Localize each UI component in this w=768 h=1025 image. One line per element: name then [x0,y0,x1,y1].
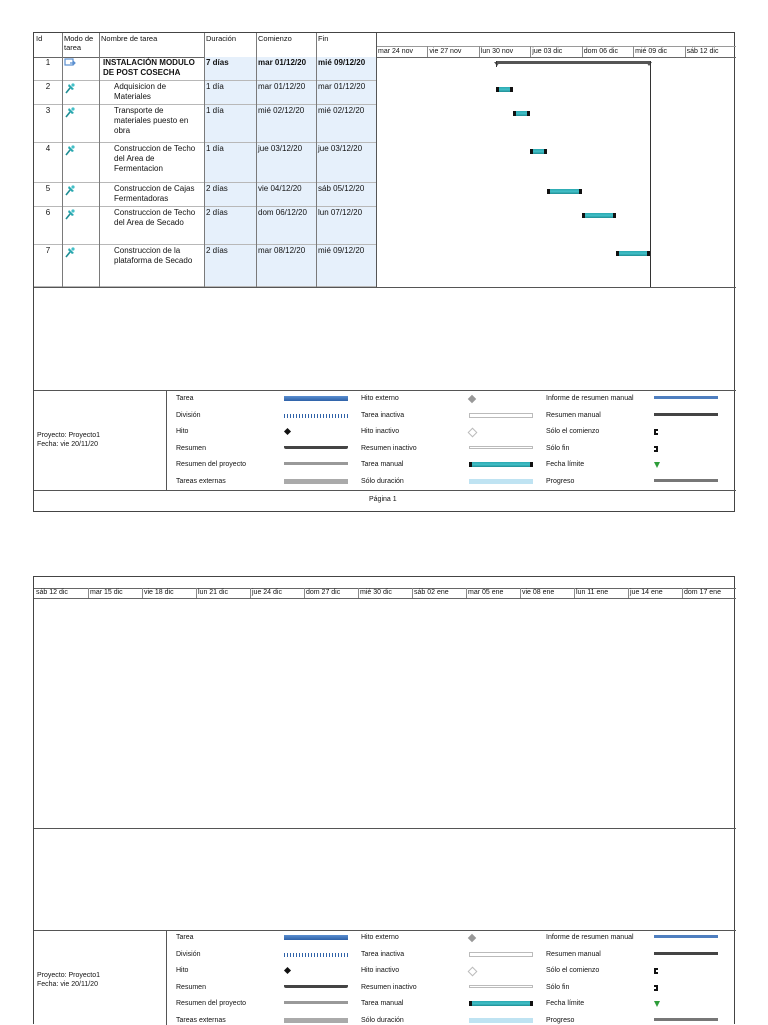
legend-inactive-task [469,413,533,418]
tl1-label: jue 03 dic [532,48,563,55]
task-name: Construccion de Techo del Area de Fermentacion [114,144,196,173]
header-id: Id [36,34,43,43]
header-duration: Duración [206,34,237,43]
legend-manual-task [469,462,533,467]
tl2-label: jue 24 dic [252,589,282,596]
legend-label: Resumen manual [546,950,601,958]
legend-label: Sólo el comienzo [546,967,600,974]
task-id: 2 [45,82,51,91]
header-name: Nombre de tarea [101,34,158,43]
tl2-label: mar 05 ene [468,589,504,596]
legend-manual-summary [654,952,718,955]
tl2-label: mar 15 dic [90,589,123,596]
task-start: jue 03/12/20 [256,143,316,183]
task-start: mar 08/12/20 [256,245,316,287]
task-finish: lun 07/12/20 [316,207,376,245]
legend-label: División [176,411,201,419]
task-name: Construccion de Cajas Fermentadoras [114,184,195,203]
project-name-p2: Proyecto: Proyecto1 [37,972,101,979]
manual-task-bar[interactable] [530,149,547,154]
manual-task-bar[interactable] [513,111,530,116]
legend-deadline-arrow [654,462,660,468]
footer-top-line [34,490,736,491]
legend-progress-bar [654,1018,718,1021]
tl2-tick [628,588,629,598]
task-finish: mié 09/12/20 [316,57,376,81]
manual-pin-icon [64,82,78,94]
task-start: mar 01/12/20 [256,81,316,105]
legend-manual-summary [654,413,718,416]
legend-progress-bar [654,479,718,482]
task-duration: 2 días [204,245,256,287]
tl1-label: dom 06 dic [583,48,618,55]
legend-label: Resumen [176,983,206,991]
legend-project-summary-bar [284,462,348,465]
legend-duration-only [469,1018,533,1023]
task-name: Construccion de Techo del Area de Secado [114,208,196,227]
table-row[interactable] [34,143,376,183]
tl2-tick [250,588,251,598]
legend-label: Sólo duración [361,477,404,485]
legend-label: Tareas externas [176,1016,226,1024]
manual-task-bar[interactable] [547,189,581,194]
chart-bottom-line-p2 [34,828,736,829]
tl2-label: sáb 12 dic [36,589,68,596]
legend-summary-bar [284,985,348,988]
legend-external-milestone [468,395,476,403]
tl2-label: vie 08 ene [522,589,555,596]
legend-label: Tarea [176,395,194,402]
table-row[interactable] [34,183,376,207]
task-name: Transporte de materiales puesto en obra [114,106,189,135]
legend-start-only [654,968,658,974]
tl1-tick [582,46,583,57]
legend-label: Informe de resumen manual [546,934,634,941]
tl1-label: vie 27 nov [429,48,462,55]
tl2-label: sáb 02 ene [414,589,449,596]
task-finish: mar 01/12/20 [316,81,376,105]
task-duration: 1 día [204,105,256,143]
header-finish: Fin [318,34,329,43]
task-start: mar 01/12/20 [256,57,316,81]
legend-manual-task [469,1001,533,1006]
task-duration: 1 día [204,143,256,183]
legend-label: Resumen inactivo [361,444,417,452]
manual-pin-icon [64,246,78,258]
legend-project-summary-bar [284,1001,348,1004]
manual-pin-icon [64,208,78,220]
project-name: Proyecto: Proyecto1 [37,432,101,439]
task-name: Adquisicion de Materiales [114,82,167,101]
tl2-label: jue 14 ene [630,589,663,596]
task-duration: 1 día [204,81,256,105]
legend-label: Sólo fin [546,444,570,452]
legend-task-bar [284,935,348,940]
summary-start-line [496,61,497,67]
tl2-tick [682,588,683,598]
manual-task-bar[interactable] [582,213,616,218]
task-duration: 7 días [204,57,256,81]
task-duration: 2 días [204,207,256,245]
legend-label: Hito externo [361,395,399,402]
legend-inactive-summary [469,985,533,988]
tl2-tick [520,588,521,598]
table-row[interactable] [34,57,376,81]
task-finish: sáb 05/12/20 [316,183,376,207]
legend-label: Hito inactivo [361,967,400,974]
tl1-tick [530,46,531,57]
table-row[interactable] [34,245,376,287]
legend-label: Tarea inactiva [361,411,405,419]
legend-label: Resumen [176,444,206,452]
task-id: 5 [45,184,51,193]
tl2-tick [466,588,467,598]
manual-task-bar[interactable] [496,87,513,92]
legend-inactive-task [469,952,533,957]
legend-external-task-bar [284,1018,348,1023]
legend-finish-only [654,985,658,991]
task-finish: mié 02/12/20 [316,105,376,143]
legend-manual-summary-rollup [654,396,718,399]
legend-label: Resumen manual [546,411,601,419]
task-duration: 2 días [204,183,256,207]
table-row[interactable] [34,105,376,143]
header-start: Comienzo [258,34,292,43]
task-finish: mié 09/12/20 [316,245,376,287]
legend-split-bar [284,953,348,957]
manual-pin-icon [64,144,78,156]
legend-label: Tarea manual [361,1000,404,1007]
legend-label: Progreso [546,477,575,485]
manual-task-bar[interactable] [616,251,650,256]
tl2-label: lun 11 ene [576,589,609,596]
legend-split-bar [284,414,348,418]
task-start: mié 02/12/20 [256,105,316,143]
tl2-label: lun 21 dic [198,589,228,596]
tl2-label: vie 18 dic [144,589,174,596]
tl1-tick [685,46,686,57]
tl1-tick [427,46,428,57]
summary-bar[interactable] [496,61,650,64]
tl2-label: dom 17 ene [684,589,721,596]
legend-manual-summary-rollup [654,935,718,938]
tl2-tick [304,588,305,598]
legend-duration-only [469,479,533,484]
tl1-tick [633,46,634,57]
legend-external-milestone [468,934,476,942]
legend-label: Fecha límite [546,461,585,468]
legend-label: Progreso [546,1016,575,1024]
task-finish: jue 03/12/20 [316,143,376,183]
tl2-label: dom 27 dic [306,589,341,596]
summary-mode-icon [64,58,78,70]
legend-label: División [176,950,201,958]
task-start: vie 04/12/20 [256,183,316,207]
tl2-tick [358,588,359,598]
tl2-tick [196,588,197,598]
legend-label: Tarea [176,934,194,941]
legend-label: Hito inactivo [361,428,400,435]
legend-deadline-arrow [654,1001,660,1007]
task-id: 7 [45,246,51,255]
task-start: dom 06/12/20 [256,207,316,245]
legend-milestone-diamond [284,967,291,974]
legend-label: Fecha límite [546,1000,585,1007]
legend-inactive-milestone [468,967,478,977]
tl1-label: sáb 12 dic [686,48,719,55]
task-id: 3 [45,106,51,115]
legend-label: Hito [176,428,189,435]
legend-external-task-bar [284,479,348,484]
legend-finish-only [654,446,658,452]
table-row[interactable] [34,207,376,245]
gantt-page-2 [33,576,735,1024]
task-id: 4 [45,144,51,153]
tl1-tick [479,46,480,57]
tl1-label: mié 09 dic [635,48,668,55]
tl1-label: mar 24 nov [378,48,414,55]
task-id: 1 [45,58,51,67]
tl1-label: lun 30 nov [480,48,514,55]
tl2-label: mié 30 dic [360,589,392,596]
legend-start-only [654,429,658,435]
legend-label: Resumen del proyecto [176,1000,247,1007]
project-date-p2: Fecha: vie 20/11/20 [37,981,98,988]
legend-label: Informe de resumen manual [546,395,634,402]
page-number: Página 1 [369,496,397,503]
legend-label: Tarea inactiva [361,950,405,958]
legend-label: Hito [176,967,189,974]
table-row[interactable] [34,81,376,105]
tl2-tick [574,588,575,598]
legend-summary-bar [284,446,348,449]
legend-milestone-diamond [284,428,291,435]
summary-end-line [650,61,651,287]
legend-label: Tarea manual [361,461,404,468]
legend-label: Sólo duración [361,1016,404,1024]
table-bottom-line [34,287,736,288]
legend-inactive-milestone [468,428,478,438]
legend-label: Resumen inactivo [361,983,417,991]
manual-pin-icon [64,184,78,196]
timeline-bottom-line-p2 [34,598,736,599]
project-date: Fecha: vie 20/11/20 [37,441,98,448]
header-mode: Modo de tarea [64,34,94,52]
task-id: 6 [45,208,51,217]
legend-task-bar [284,396,348,401]
legend-top-line [34,390,736,391]
manual-pin-icon [64,106,78,118]
legend-label: Sólo fin [546,983,570,991]
legend-inactive-summary [469,446,533,449]
task-name: Construccion de la plataforma de Secado [114,246,193,265]
legend-label: Sólo el comienzo [546,428,600,435]
task-name: INSTALACIÓN MODULO DE POST COSECHA [103,58,195,77]
legend-label: Resumen del proyecto [176,461,247,468]
tl2-tick [412,588,413,598]
tl2-tick [88,588,89,598]
tl2-tick [142,588,143,598]
legend-label: Hito externo [361,934,399,941]
gantt-page-1 [33,32,735,512]
legend-label: Tareas externas [176,477,226,485]
legend-top-line-p2 [34,930,736,931]
